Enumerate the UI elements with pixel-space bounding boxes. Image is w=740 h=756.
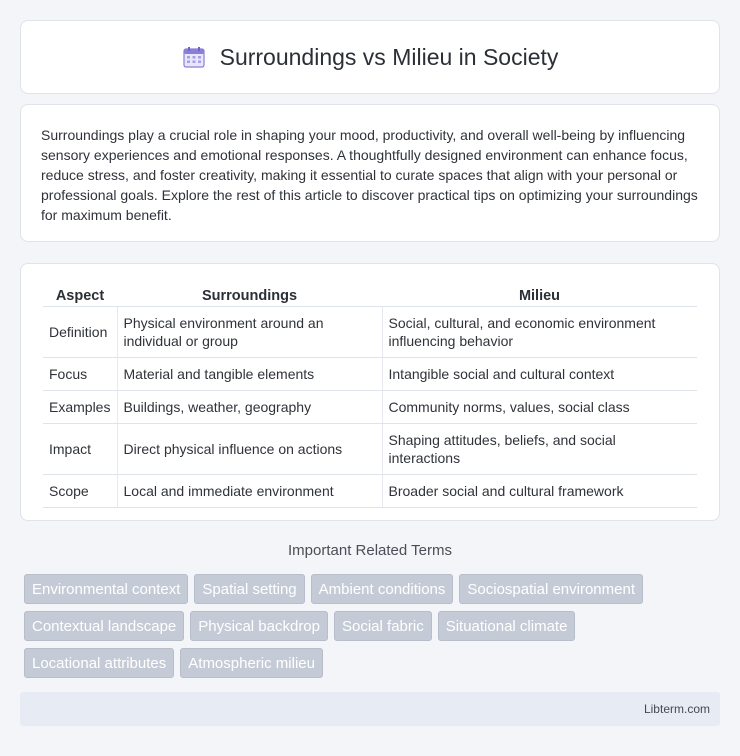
related-term-tag[interactable]: Ambient conditions (311, 574, 454, 604)
intro-card (20, 104, 720, 242)
related-term-tag[interactable]: Contextual landscape (24, 611, 184, 641)
cell-surroundings: Material and tangible elements (117, 358, 382, 391)
footer-site-link[interactable]: Libterm.com (643, 702, 710, 716)
header-aspect: Aspect (43, 282, 117, 307)
cell-aspect: Impact (43, 424, 117, 475)
related-term-tag[interactable]: Social fabric (334, 611, 432, 641)
cell-surroundings: Direct physical influence on actions (117, 424, 382, 475)
table-row (43, 307, 697, 358)
cell-surroundings: Physical environment around an individual or group (117, 307, 382, 358)
related-term-tag[interactable]: Sociospatial environment (459, 574, 643, 604)
related-term-tag[interactable]: Environmental context (24, 574, 188, 604)
cell-milieu: Social, cultural, and economic environment influencing behavior (382, 307, 697, 358)
related-term-tag[interactable]: Spatial setting (194, 574, 304, 604)
header-surroundings: Surroundings (117, 282, 382, 307)
page-title: Surroundings vs Milieu in Society (219, 43, 559, 70)
intro-paragraph: Surroundings play a crucial role in shaping your mood, productivity, and overall well-being by influencing sensory experiences and emotional responses. A thoughtfully designed environment can enhance focus, reduce stress, and foster creativity, making it essential to curate spaces that align with your personal or professional goals. Explore the rest of this article to discover practical tips on optimizing your surroundings for maximum benefit. (41, 127, 698, 223)
related-terms-heading: Important Related Terms (288, 542, 452, 559)
related-term-tag[interactable]: Physical backdrop (190, 611, 328, 641)
cell-aspect: Scope (43, 475, 117, 508)
header-milieu: Milieu (382, 282, 697, 307)
table-row (43, 424, 697, 475)
calendar-icon (182, 45, 206, 69)
related-term-tag[interactable]: Locational attributes (24, 648, 174, 678)
footer (20, 692, 720, 726)
cell-aspect: Focus (43, 358, 117, 391)
comparison-table (43, 282, 697, 508)
table-row (43, 391, 697, 424)
comparison-table-card (20, 263, 720, 521)
cell-aspect: Definition (43, 307, 117, 358)
table-header-row (43, 282, 697, 307)
related-term-tag[interactable]: Atmospheric milieu (180, 648, 323, 678)
cell-surroundings: Local and immediate environment (117, 475, 382, 508)
cell-surroundings: Buildings, weather, geography (117, 391, 382, 424)
cell-milieu: Shaping attitudes, beliefs, and social interactions (382, 424, 697, 475)
cell-milieu: Community norms, values, social class (382, 391, 697, 424)
title-card (20, 20, 720, 94)
cell-milieu: Intangible social and cultural context (382, 358, 697, 391)
cell-milieu: Broader social and cultural framework (382, 475, 697, 508)
table-row (43, 475, 697, 508)
cell-aspect: Examples (43, 391, 117, 424)
related-term-tag[interactable]: Situational climate (438, 611, 576, 641)
related-terms-list (24, 574, 714, 678)
table-row (43, 358, 697, 391)
